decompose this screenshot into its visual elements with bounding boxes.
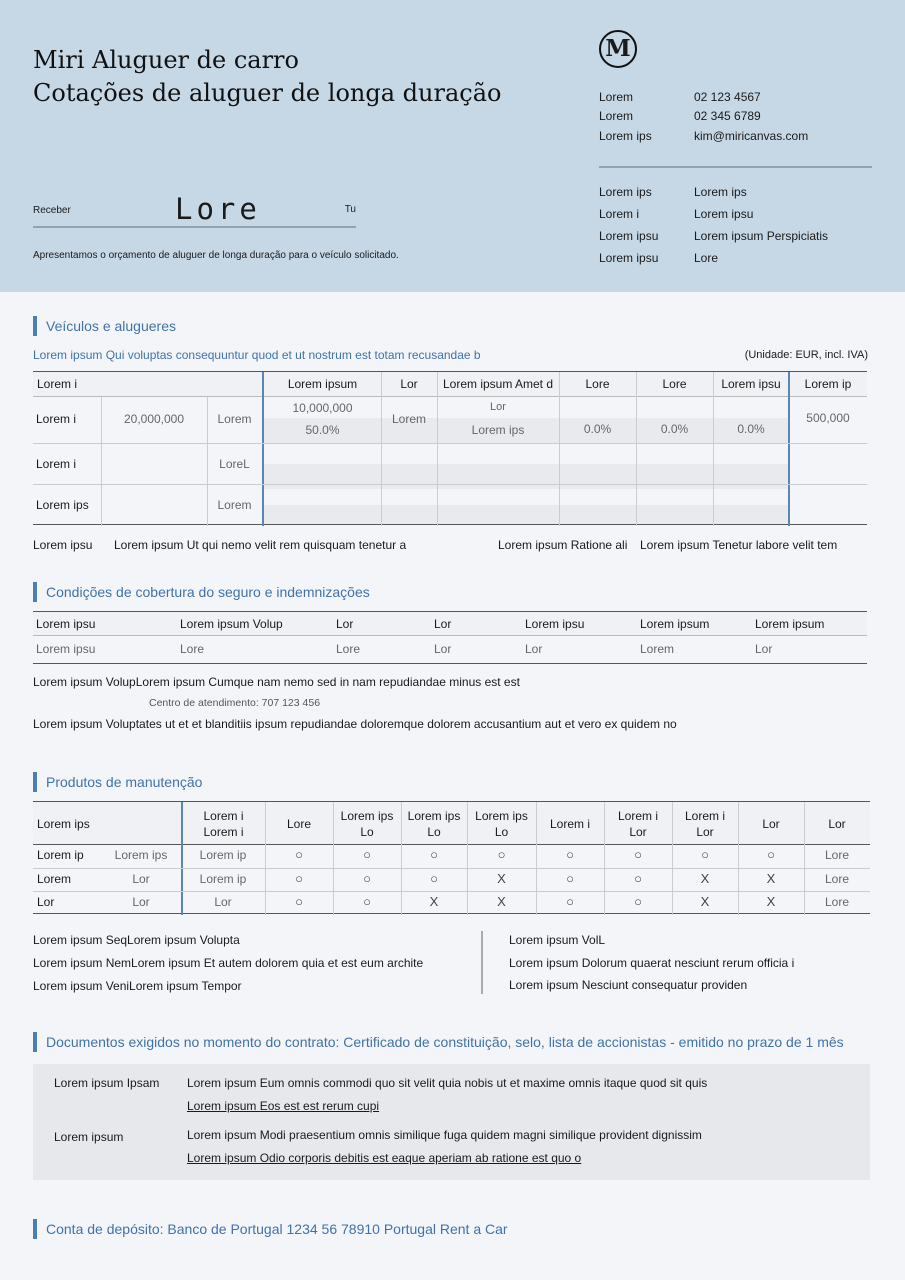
table-cell: Lore (180, 642, 205, 656)
coverage-mark: ○ (430, 871, 438, 886)
coverage-mark: X (497, 894, 506, 909)
row-label: Lorem i (36, 457, 77, 471)
contact-label: Lorem (599, 109, 634, 123)
coverage-mark: X (700, 871, 710, 886)
table-cell: Lore (336, 642, 361, 656)
coverage-mark: ○ (634, 894, 642, 909)
coverage-mark: X (766, 894, 776, 909)
receiver-label: Receber (33, 205, 71, 216)
header-line: Lorem i (617, 809, 658, 823)
table-cell: 0.0% (737, 422, 765, 436)
table-cell: Lorem ips (471, 423, 525, 437)
coverage-mark: ○ (497, 847, 506, 862)
receiver-suffix: Tu (344, 204, 356, 215)
header-cell (333, 808, 401, 840)
detail-label: Lorem ipsu (599, 251, 659, 265)
header-cell: Lore (662, 377, 687, 391)
vehicles-footnote: Lorem ipsu (33, 538, 93, 552)
header-cell: Lore (286, 817, 312, 831)
header-cell: Lorem ips (37, 817, 90, 831)
insurance-note: Lorem ipsum VolupLorem ipsum Cumque nam nemo sed in nam repudiandae minus est est (33, 675, 520, 689)
header-cell: Lor (828, 817, 846, 831)
grid-line (713, 372, 714, 526)
header-cell (401, 808, 467, 840)
documents-box (33, 1064, 870, 1180)
table-cell: 500,000 (806, 411, 850, 425)
header-cell: Lorem ipsu (525, 617, 585, 631)
table-cell: Lorem (391, 412, 426, 426)
vehicles-footnote: Lorem ipsum Ratione ali (498, 538, 628, 552)
contact-email: kim@miricanvas.com (694, 129, 809, 143)
header-cell: Lorem ipsu (36, 617, 96, 631)
coverage-mark: ○ (295, 871, 303, 886)
table-cell: Lorem ip (199, 848, 247, 862)
detail-value: Lorem ips (694, 185, 747, 199)
maintenance-note: Lorem ipsum Dolorum quaerat nesciunt rerum officia i (509, 956, 795, 970)
header-cell: Lorem ipsum Volup (180, 617, 283, 631)
section-heading-vehicles: Veículos e alugueres (33, 316, 176, 336)
document-label: Lorem ipsum (54, 1130, 124, 1144)
section-heading-insurance: Condições de cobertura do seguro e indemnizações (33, 582, 370, 602)
table-cell: Lor (525, 642, 543, 656)
notes-divider (481, 931, 483, 994)
table-cell: 0.0% (660, 422, 689, 436)
header-cell: Lorem ip (804, 377, 852, 391)
insurance-table (33, 611, 867, 664)
title-line-1: Miri Aluguer de carro (33, 46, 299, 74)
table-cell: Lor (132, 895, 150, 909)
header-cell: Lor (434, 617, 452, 631)
row-shade (264, 464, 788, 489)
table-cell: Lorem (217, 412, 252, 426)
detail-label: Lorem ips (599, 185, 652, 199)
coverage-mark: ○ (295, 847, 303, 862)
section-heading-documents: Documentos exigidos no momento do contrato: Certificado de constituição, selo, lista de accionistas - emitido no prazo de 1 mês (33, 1032, 844, 1052)
vehicles-table (33, 371, 867, 525)
table-cell: 50.0% (305, 423, 340, 437)
grid-line (636, 372, 637, 526)
detail-label: Lorem ipsu (599, 229, 659, 243)
price-cell: 20,000,000 (123, 412, 185, 426)
header-cell: Lorem ipsum Amet d (442, 377, 554, 391)
detail-label: Lorem i (599, 207, 640, 221)
row-label: Lorem ip (37, 848, 84, 862)
grid-line (33, 868, 870, 869)
header-cell (467, 808, 536, 840)
header-line: Lorem i (203, 809, 244, 823)
coverage-mark: ○ (701, 847, 709, 862)
header-band (0, 0, 905, 292)
section-heading-deposit: Conta de depósito: Banco de Portugal 1234 56 78910 Portugal Rent a Car (33, 1219, 508, 1239)
header-line: Lorem i (203, 825, 244, 839)
maintenance-note: Lorem ipsum VeniLorem ipsum Tempor (33, 979, 242, 993)
header-cell: Lorem ipsum (640, 617, 710, 631)
detail-value: Lorem ipsum Perspiciatis (694, 229, 829, 243)
vehicles-subtitle: Lorem ipsum Qui voluptas consequuntur quod et ut nostrum est totam recusandae b (33, 348, 481, 362)
header-line: Lo (360, 825, 374, 839)
coverage-mark: ○ (295, 894, 303, 909)
document-link[interactable]: Lorem ipsum Eos est est rerum cupi (187, 1099, 380, 1113)
grid-line (33, 443, 867, 444)
coverage-mark: ○ (566, 847, 574, 862)
table-cell: Lorem ip (199, 872, 247, 886)
company-logo-icon: M (599, 30, 637, 68)
coverage-mark: ○ (566, 871, 574, 886)
intro-text: Apresentamos o orçamento de aluguer de longa duração para o veículo solicitado. (33, 250, 399, 261)
header-line: Lorem ips (340, 809, 394, 823)
detail-value: Lorem ipsu (694, 207, 754, 221)
row-label: Lor (37, 895, 55, 909)
contact-value: 02 123 4567 (694, 90, 761, 104)
header-line: Lorem ips (475, 809, 528, 823)
maintenance-note: Lorem ipsum VolL (509, 933, 606, 947)
header-cell: Lore (585, 377, 610, 391)
table-cell: Lorem (640, 642, 675, 656)
coverage-mark: X (497, 871, 506, 886)
document-text: Lorem ipsum Eum omnis commodi quo sit velit quia nobis ut et maxime omnis itaque quod sit quis (187, 1076, 708, 1090)
contact-value: 02 345 6789 (694, 109, 761, 123)
header-line: Lor (696, 825, 714, 839)
header-line: Lo (494, 825, 509, 839)
maintenance-note: Lorem ipsum Nesciunt consequatur providen (509, 978, 748, 992)
table-cell: Lore (824, 872, 850, 886)
table-cell: Lorem ipsu (36, 642, 96, 656)
page-title (33, 44, 501, 110)
vehicles-footnote: Lorem ipsum Tenetur labore velit tem (640, 538, 838, 552)
coverage-mark: ○ (363, 894, 371, 909)
coverage-mark: ○ (363, 871, 371, 886)
coverage-mark: ○ (767, 847, 775, 862)
table-cell: Lorem ips (114, 848, 168, 862)
header-cell: Lor (762, 817, 780, 831)
header-line: Lorem i (684, 809, 725, 823)
coverage-mark: ○ (634, 847, 642, 862)
receiver-field (33, 192, 356, 228)
grid-line (33, 484, 867, 485)
row-shade (264, 505, 788, 524)
document-label: Lorem ipsum Ipsam (54, 1076, 160, 1090)
row-label: Lorem (37, 872, 72, 886)
service-center: Centro de atendimento: 707 123 456 (149, 697, 321, 709)
table-cell: Lore (824, 895, 850, 909)
header-cell: Lorem ipsu (721, 377, 781, 391)
header-line: Lor (629, 825, 647, 839)
table-cell: Lorem (217, 498, 252, 512)
table-cell: Lor (132, 872, 150, 886)
receiver-name: Lore (175, 192, 261, 226)
grid-line (381, 372, 382, 526)
header-line: Lorem ips (407, 809, 461, 823)
table-cell: Lore (824, 848, 850, 862)
header-line: Lo (427, 825, 441, 839)
maintenance-note: Lorem ipsum NemLorem ipsum Et autem dolorem quia et est eum archite (33, 956, 424, 970)
vehicles-footnote: Lorem ipsum Ut qui nemo velit rem quisquam tenetur a (114, 538, 407, 552)
header-cell (182, 808, 265, 840)
header-cell: Lorem i (37, 377, 78, 391)
row-label: Lorem ips (36, 498, 89, 512)
grid-line (437, 372, 438, 526)
coverage-mark: ○ (430, 847, 438, 862)
grid-line (262, 372, 264, 526)
maintenance-table (33, 801, 870, 914)
detail-value: Lore (694, 251, 719, 265)
header-cell: Lorem ipsum (287, 377, 358, 391)
coverage-mark: X (700, 894, 710, 909)
table-cell: Lor (214, 895, 232, 909)
insurance-note: Lorem ipsum Voluptates ut et et blanditiis ipsum repudiandae doloremque dolorem accusantium aut et vero ex quidem no (33, 717, 677, 731)
table-cell: LoreL (219, 457, 250, 471)
unit-note: (Unidade: EUR, incl. IVA) (744, 349, 868, 361)
contact-label: Lorem ips (599, 129, 652, 143)
title-line-2: Cotações de aluguer de longa duração (33, 79, 502, 107)
header-cell: Lor (400, 377, 418, 391)
header-cell: Lorem i (549, 817, 590, 831)
header-cell: Lorem ipsum (755, 617, 825, 631)
document-link[interactable]: Lorem ipsum Odio corporis debitis est eaque aperiam ab ratione est quo o (187, 1151, 582, 1165)
section-heading-maintenance: Produtos de manutenção (33, 772, 202, 792)
coverage-mark: ○ (363, 847, 371, 862)
row-label: Lorem i (36, 412, 77, 426)
coverage-mark: X (429, 894, 439, 909)
table-cell: Lor (755, 642, 773, 656)
document-text: Lorem ipsum Modi praesentium omnis similique fuga quidem magni similique provident dignissim (187, 1128, 702, 1142)
header-cell (672, 808, 738, 840)
table-cell: Lor (434, 642, 452, 656)
grid-line (788, 372, 790, 526)
coverage-mark: ○ (566, 894, 574, 909)
table-cell: 10,000,000 (292, 401, 353, 415)
coverage-mark: X (766, 871, 776, 886)
header-divider (599, 166, 872, 168)
grid-line (33, 891, 870, 892)
maintenance-note: Lorem ipsum SeqLorem ipsum Volupta (33, 933, 240, 947)
table-cell: Lor (490, 401, 506, 413)
grid-line (559, 372, 560, 526)
table-cell: 0.0% (583, 422, 612, 436)
coverage-mark: ○ (634, 871, 642, 886)
contact-label: Lorem (599, 90, 634, 104)
header-cell (604, 808, 672, 840)
header-cell: Lor (336, 617, 354, 631)
